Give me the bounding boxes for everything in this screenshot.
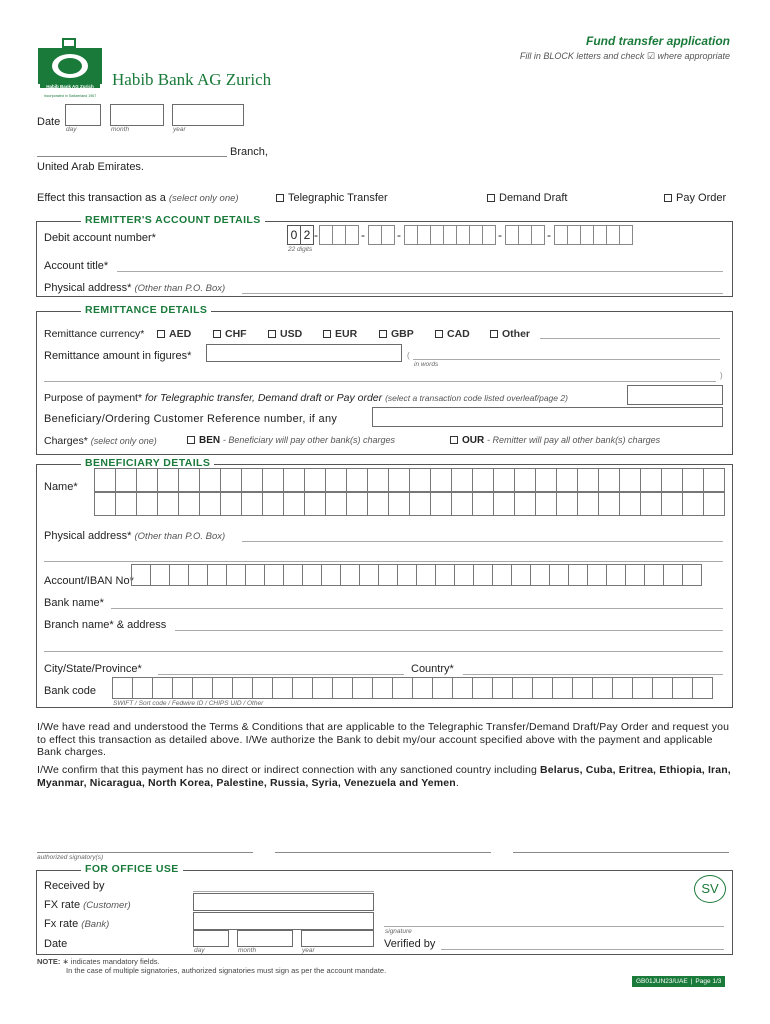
charges-our-option[interactable]: OUR - Remitter will pay all other bank(s) charges	[450, 435, 660, 446]
char-box[interactable]	[652, 677, 673, 699]
signature-line-2[interactable]	[275, 852, 491, 853]
char-box[interactable]	[514, 492, 536, 516]
char-box[interactable]	[703, 468, 725, 492]
char-box[interactable]	[304, 468, 326, 492]
char-box[interactable]	[661, 468, 683, 492]
char-box[interactable]	[94, 492, 116, 516]
signature-line-3[interactable]	[513, 852, 729, 853]
checkbox-icon[interactable]	[268, 330, 276, 338]
date-year-hint: year	[173, 126, 186, 133]
char-box[interactable]	[472, 492, 494, 516]
char-box[interactable]	[346, 468, 368, 492]
checkbox-icon[interactable]	[323, 330, 331, 338]
branch-address-field[interactable]	[175, 630, 723, 631]
note-line-2: In the case of multiple signatories, authorized signatories must sign as per the account mandate.	[66, 966, 387, 975]
branch-address-field-2[interactable]	[44, 651, 723, 652]
char-box[interactable]	[292, 677, 313, 699]
office-date-month[interactable]	[237, 930, 293, 947]
char-box[interactable]	[226, 564, 246, 586]
option-demand-draft[interactable]: Demand Draft	[487, 192, 567, 204]
char-box[interactable]	[346, 492, 368, 516]
char-box[interactable]	[619, 492, 641, 516]
char-box[interactable]	[451, 468, 473, 492]
date-month-hint: month	[111, 126, 130, 133]
signatory-label: authorized signatory(s)	[37, 854, 104, 861]
char-box[interactable]	[325, 468, 347, 492]
page-subtitle: Fill in BLOCK letters and check ☑ where appropriate	[519, 51, 730, 61]
office-year-hint: year	[302, 947, 315, 954]
char-box[interactable]	[332, 677, 353, 699]
fx-customer-field[interactable]	[193, 893, 374, 911]
logo-subcaption: Incorporated in Switzerland 1967	[43, 94, 97, 98]
char-box[interactable]	[512, 677, 533, 699]
char-box[interactable]	[672, 677, 693, 699]
checkbox-icon[interactable]	[450, 436, 458, 444]
char-box[interactable]	[661, 492, 683, 516]
checkbox-icon[interactable]	[379, 330, 387, 338]
char-box[interactable]	[131, 564, 151, 586]
bank-code-label: Bank code	[44, 685, 96, 697]
char-box[interactable]	[492, 564, 512, 586]
char-box[interactable]	[535, 468, 557, 492]
char-box[interactable]	[136, 492, 158, 516]
beneficiary-address-field[interactable]	[242, 541, 723, 542]
char-box[interactable]	[220, 492, 242, 516]
remitter-section-title: REMITTER'S ACCOUNT DETAILS	[81, 214, 265, 226]
char-box[interactable]	[262, 468, 284, 492]
char-box[interactable]	[325, 492, 347, 516]
char-box[interactable]	[692, 677, 713, 699]
char-box[interactable]	[430, 492, 452, 516]
debit-account-field[interactable]: 0 2 - - - - -	[287, 224, 632, 246]
checkbox-icon[interactable]	[276, 194, 284, 202]
char-box[interactable]	[392, 677, 413, 699]
char-box[interactable]	[606, 564, 626, 586]
char-box[interactable]	[359, 564, 379, 586]
char-box[interactable]	[412, 677, 433, 699]
country-label: Country*	[411, 663, 454, 675]
char-box[interactable]	[207, 564, 227, 586]
char-box[interactable]	[511, 564, 531, 586]
char-box[interactable]	[264, 564, 284, 586]
fx-bank-field[interactable]	[193, 912, 374, 930]
form-code: GB01JUN23/UAE	[636, 978, 688, 985]
currency-other[interactable]: Other	[490, 328, 530, 340]
char-box[interactable]	[632, 677, 653, 699]
char-box[interactable]	[388, 492, 410, 516]
char-box[interactable]	[94, 468, 116, 492]
char-box[interactable]	[592, 677, 613, 699]
received-by-field[interactable]	[193, 891, 374, 892]
char-box[interactable]	[283, 492, 305, 516]
char-box[interactable]	[188, 564, 208, 586]
city-field[interactable]	[158, 674, 404, 675]
checkbox-icon[interactable]	[187, 436, 195, 444]
effect-label	[37, 192, 239, 204]
verified-by-field[interactable]	[441, 949, 724, 950]
char-box[interactable]	[367, 468, 389, 492]
checkbox-icon[interactable]	[435, 330, 443, 338]
char-box[interactable]	[619, 468, 641, 492]
char-box[interactable]	[409, 468, 431, 492]
char-box[interactable]	[199, 492, 221, 516]
branch-country: United Arab Emirates.	[37, 161, 144, 173]
currency-eur[interactable]: EUR	[323, 328, 357, 340]
char-box[interactable]	[416, 564, 436, 586]
office-signature-line[interactable]	[384, 926, 724, 927]
char-box[interactable]	[556, 468, 578, 492]
signature-line-1[interactable]	[37, 852, 253, 853]
char-box[interactable]	[552, 677, 573, 699]
account-title-field[interactable]	[117, 271, 723, 272]
page-title: Fund transfer application	[585, 34, 730, 48]
char-box[interactable]	[493, 492, 515, 516]
beneficiary-address-label: Physical address* (Other than P.O. Box)	[44, 530, 226, 542]
office-date-day[interactable]	[193, 930, 229, 947]
account-title-label: Account title*	[44, 260, 109, 272]
account-iban-field[interactable]	[131, 564, 701, 586]
digits-hint: 22 digits	[288, 246, 313, 253]
char-box[interactable]	[352, 677, 373, 699]
beneficiary-address-field-2[interactable]	[44, 561, 723, 562]
terms-paragraph-1: I/We have read and understood the Terms & Conditions that are applicable to the Telegraphic Transfer/Demand Draft/Pay Order and request you to effect this transaction as detailed above. I/We authorize the Bank to debit my/our account specified above with the payment and applicable Bank charges.	[37, 721, 730, 758]
char-box[interactable]	[262, 492, 284, 516]
char-box[interactable]	[388, 468, 410, 492]
char-box[interactable]	[556, 492, 578, 516]
terms-paragraph-2: I/We confirm that this payment has no direct or indirect connection with any sanctioned country including Belarus, Cuba, Eritrea, Ethiopia, Iran, Myanmar, Nicaragua, North Korea, Palestine, Russia, Syria, Venezuela and Yemen.	[37, 764, 731, 789]
option-telegraphic-transfer[interactable]: Telegraphic Transfer	[276, 192, 388, 204]
char-box[interactable]	[532, 677, 553, 699]
footer-badge: GB01JUN23/UAE | Page 1/3	[632, 976, 725, 987]
char-box[interactable]	[549, 564, 569, 586]
char-box[interactable]	[682, 564, 702, 586]
char-box[interactable]	[640, 492, 662, 516]
sanctioned-countries: Belarus, Cuba, Eritrea, Ethiopia, Iran, Myanmar, Nicaragua, North Korea, Palestine, Russia, Syria, Venezuela and Yemen	[37, 764, 731, 789]
char-box[interactable]	[115, 468, 137, 492]
physical-address-label: Physical address* (Other than P.O. Box)	[44, 282, 226, 294]
purpose-label: Purpose of payment* for Telegraphic transfer, Demand draft or Pay order (select a transaction code listed overleaf/page 2)	[44, 392, 568, 404]
char-box[interactable]	[682, 468, 704, 492]
amount-words-field[interactable]	[413, 359, 720, 360]
bank-code-field[interactable]	[112, 677, 712, 699]
date-year-field[interactable]	[172, 104, 244, 126]
physical-address-field[interactable]	[242, 293, 723, 294]
digit-box: 2	[300, 225, 314, 245]
char-box[interactable]	[136, 468, 158, 492]
bank-name-field[interactable]	[111, 608, 723, 609]
char-box[interactable]	[312, 677, 333, 699]
char-box[interactable]	[432, 677, 453, 699]
char-box[interactable]	[472, 468, 494, 492]
amount-words-open-paren: (	[407, 351, 410, 360]
char-box[interactable]	[568, 564, 588, 586]
office-use-title: FOR OFFICE USE	[81, 863, 183, 875]
char-box[interactable]	[435, 564, 455, 586]
beneficiary-name-row-1[interactable]	[94, 468, 724, 492]
char-box[interactable]	[644, 564, 664, 586]
char-box[interactable]	[283, 564, 303, 586]
char-box[interactable]	[493, 468, 515, 492]
char-box[interactable]	[530, 564, 550, 586]
checkbox-icon[interactable]	[490, 330, 498, 338]
char-box[interactable]	[172, 677, 193, 699]
char-box[interactable]	[598, 468, 620, 492]
char-box[interactable]	[241, 468, 263, 492]
currency-cad[interactable]: CAD	[435, 328, 470, 340]
account-iban-label: Account/IBAN No*	[44, 575, 134, 587]
sv-badge: SV	[694, 875, 726, 903]
effect-hint: (select only one)	[168, 193, 239, 204]
currency-usd[interactable]: USD	[268, 328, 302, 340]
beneficiary-name-row-2[interactable]	[94, 492, 724, 516]
amount-words-field-2[interactable]	[44, 381, 716, 382]
char-box[interactable]	[454, 564, 474, 586]
char-box[interactable]	[612, 677, 633, 699]
option-pay-order[interactable]: Pay Order	[664, 192, 726, 204]
char-box[interactable]	[245, 564, 265, 586]
branch-suffix: Branch,	[230, 146, 268, 158]
signature-hint: signature	[385, 928, 412, 935]
office-date-year[interactable]	[301, 930, 374, 947]
beneficiary-name-label: Name*	[44, 481, 78, 493]
char-box[interactable]	[514, 468, 536, 492]
char-box[interactable]	[452, 677, 473, 699]
received-by-label: Received by	[44, 880, 105, 892]
office-day-hint: day	[194, 947, 205, 954]
digit-box: 0	[287, 225, 301, 245]
checkbox-icon[interactable]	[157, 330, 165, 338]
purpose-code-field[interactable]	[627, 385, 723, 405]
char-box[interactable]	[640, 468, 662, 492]
date-day-hint: day	[66, 126, 77, 133]
currency-other-field[interactable]	[540, 338, 720, 339]
char-box[interactable]	[577, 468, 599, 492]
char-box[interactable]	[220, 468, 242, 492]
reference-label: Beneficiary/Ordering Customer Reference number, if any	[44, 413, 338, 425]
char-box[interactable]	[473, 564, 493, 586]
char-box[interactable]	[535, 492, 557, 516]
logo-caption: Habib Bank AG Zurich	[46, 84, 94, 89]
currency-chf[interactable]: CHF	[213, 328, 247, 340]
checkbox-icon[interactable]	[487, 194, 495, 202]
char-box[interactable]	[112, 677, 133, 699]
office-date-label: Date	[44, 938, 68, 950]
char-box[interactable]	[252, 677, 273, 699]
date-month-field[interactable]	[110, 104, 164, 126]
char-box[interactable]	[132, 677, 153, 699]
remittance-section-title: REMITTANCE DETAILS	[81, 304, 211, 316]
char-box[interactable]	[302, 564, 322, 586]
char-box[interactable]	[283, 468, 305, 492]
char-box[interactable]	[598, 492, 620, 516]
beneficiary-section-title: BENEFICIARY DETAILS	[81, 457, 214, 469]
note-line-1: NOTE: ∗ indicates mandatory fields.	[37, 957, 160, 966]
char-box[interactable]	[232, 677, 253, 699]
char-box[interactable]	[397, 564, 417, 586]
date-day-field[interactable]	[65, 104, 101, 126]
char-box[interactable]	[372, 677, 393, 699]
char-box[interactable]	[192, 677, 213, 699]
char-box[interactable]	[572, 677, 593, 699]
verified-by-label: Verified by	[384, 938, 436, 950]
char-box[interactable]	[212, 677, 233, 699]
char-box[interactable]	[199, 468, 221, 492]
checkbox-icon[interactable]	[213, 330, 221, 338]
char-box[interactable]	[152, 677, 173, 699]
reference-field[interactable]	[372, 407, 723, 427]
char-box[interactable]	[150, 564, 170, 586]
amount-words-close-paren: )	[720, 371, 723, 380]
city-label: City/State/Province*	[44, 663, 142, 675]
char-box[interactable]	[157, 468, 179, 492]
char-box[interactable]	[272, 677, 293, 699]
currency-gbp[interactable]: GBP	[379, 328, 414, 340]
in-words-hint: in words	[414, 361, 439, 368]
currency-aed[interactable]: AED	[157, 328, 191, 340]
char-box[interactable]	[169, 564, 189, 586]
char-box[interactable]	[577, 492, 599, 516]
char-box[interactable]	[178, 492, 200, 516]
char-box[interactable]	[321, 564, 341, 586]
char-box[interactable]	[703, 492, 725, 516]
bank-name-label: Bank name*	[44, 597, 104, 609]
char-box[interactable]	[304, 492, 326, 516]
char-box[interactable]	[115, 492, 137, 516]
char-box[interactable]	[430, 468, 452, 492]
branch-address-label: Branch name* & address	[44, 619, 167, 631]
char-box[interactable]	[178, 468, 200, 492]
page-number: Page 1/3	[695, 978, 722, 985]
fx-customer-label: FX rate (Customer)	[44, 899, 131, 911]
char-box[interactable]	[451, 492, 473, 516]
char-box[interactable]	[625, 564, 645, 586]
char-box[interactable]	[340, 564, 360, 586]
charges-label: Charges* (select only one)	[44, 435, 157, 447]
char-box[interactable]	[682, 492, 704, 516]
char-box[interactable]	[472, 677, 493, 699]
checkbox-icon[interactable]	[664, 194, 672, 202]
office-month-hint: month	[238, 947, 257, 954]
char-box[interactable]	[663, 564, 683, 586]
char-box[interactable]	[241, 492, 263, 516]
debit-account-label: Debit account number*	[44, 232, 156, 244]
amount-figures-field[interactable]	[206, 344, 402, 362]
currency-label: Remittance currency*	[44, 328, 145, 340]
country-field[interactable]	[463, 674, 723, 675]
char-box[interactable]	[157, 492, 179, 516]
char-box[interactable]	[587, 564, 607, 586]
fx-bank-label: Fx rate (Bank)	[44, 918, 110, 930]
char-box[interactable]	[367, 492, 389, 516]
char-box[interactable]	[492, 677, 513, 699]
char-box[interactable]	[409, 492, 431, 516]
charges-ben-option[interactable]: BEN - Beneficiary will pay other bank(s) charges	[187, 435, 395, 446]
date-label: Date	[37, 116, 61, 128]
branch-field[interactable]	[37, 156, 227, 157]
amount-figures-label: Remittance amount in figures*	[44, 350, 192, 362]
effect-label-text: Effect this transaction as a	[37, 192, 166, 204]
bank-name: Habib Bank AG Zurich	[112, 70, 272, 89]
char-box[interactable]	[378, 564, 398, 586]
bank-code-hint: SWIFT / Sort code / Fedwire ID / CHIPS UID / Other	[113, 700, 264, 707]
